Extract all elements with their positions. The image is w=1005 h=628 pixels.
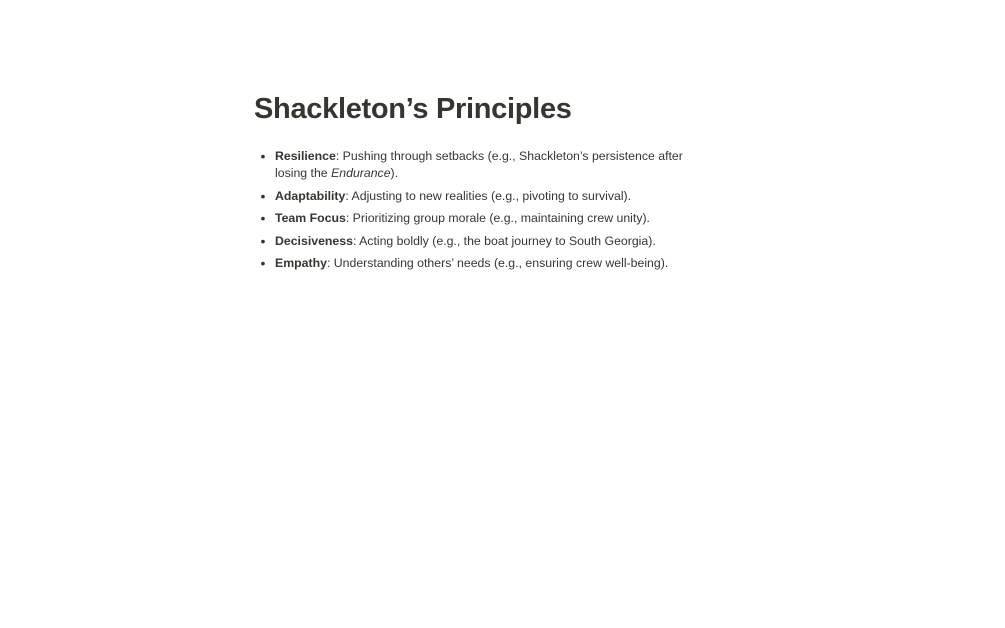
principle-description: : Understanding others’ needs (e.g., ensuring crew well-being). — [326, 256, 669, 270]
page-content — [254, 90, 704, 278]
principle-italic-text: Endurance — [331, 166, 391, 180]
principle-name: Empathy — [275, 256, 327, 270]
principle-name: Team Focus — [275, 211, 346, 225]
bullet-icon: • — [260, 187, 266, 204]
list-item-team-focus[interactable] — [254, 210, 704, 227]
list-item-decisiveness[interactable] — [254, 233, 704, 250]
list-item-adaptability[interactable] — [254, 188, 704, 205]
principle-description: : Adjusting to new realities (e.g., pivoting to survival). — [345, 188, 632, 203]
principle-name: Resilience — [275, 149, 336, 163]
page-title[interactable]: Shackleton’s Principles — [254, 93, 572, 125]
principle-description-end: ). — [390, 166, 399, 180]
bullet-icon: • — [260, 232, 266, 249]
list-item-resilience[interactable] — [254, 148, 704, 182]
list-item-empathy[interactable] — [254, 255, 704, 272]
principle-description: : Prioritizing group morale (e.g., maintaining crew unity). — [345, 211, 650, 225]
bullet-icon: • — [260, 255, 266, 271]
principle-description: : Acting boldly (e.g., the boat journey to South Georgia). — [352, 233, 656, 248]
principles-list — [254, 148, 704, 272]
bullet-icon: • — [260, 210, 266, 226]
principle-name: Adaptability — [275, 188, 346, 203]
principle-description: : Pushing through setbacks (e.g., Shackleton’s persistence after losing the — [275, 149, 683, 180]
principle-name: Decisiveness — [275, 233, 353, 248]
bullet-icon: • — [260, 148, 266, 164]
